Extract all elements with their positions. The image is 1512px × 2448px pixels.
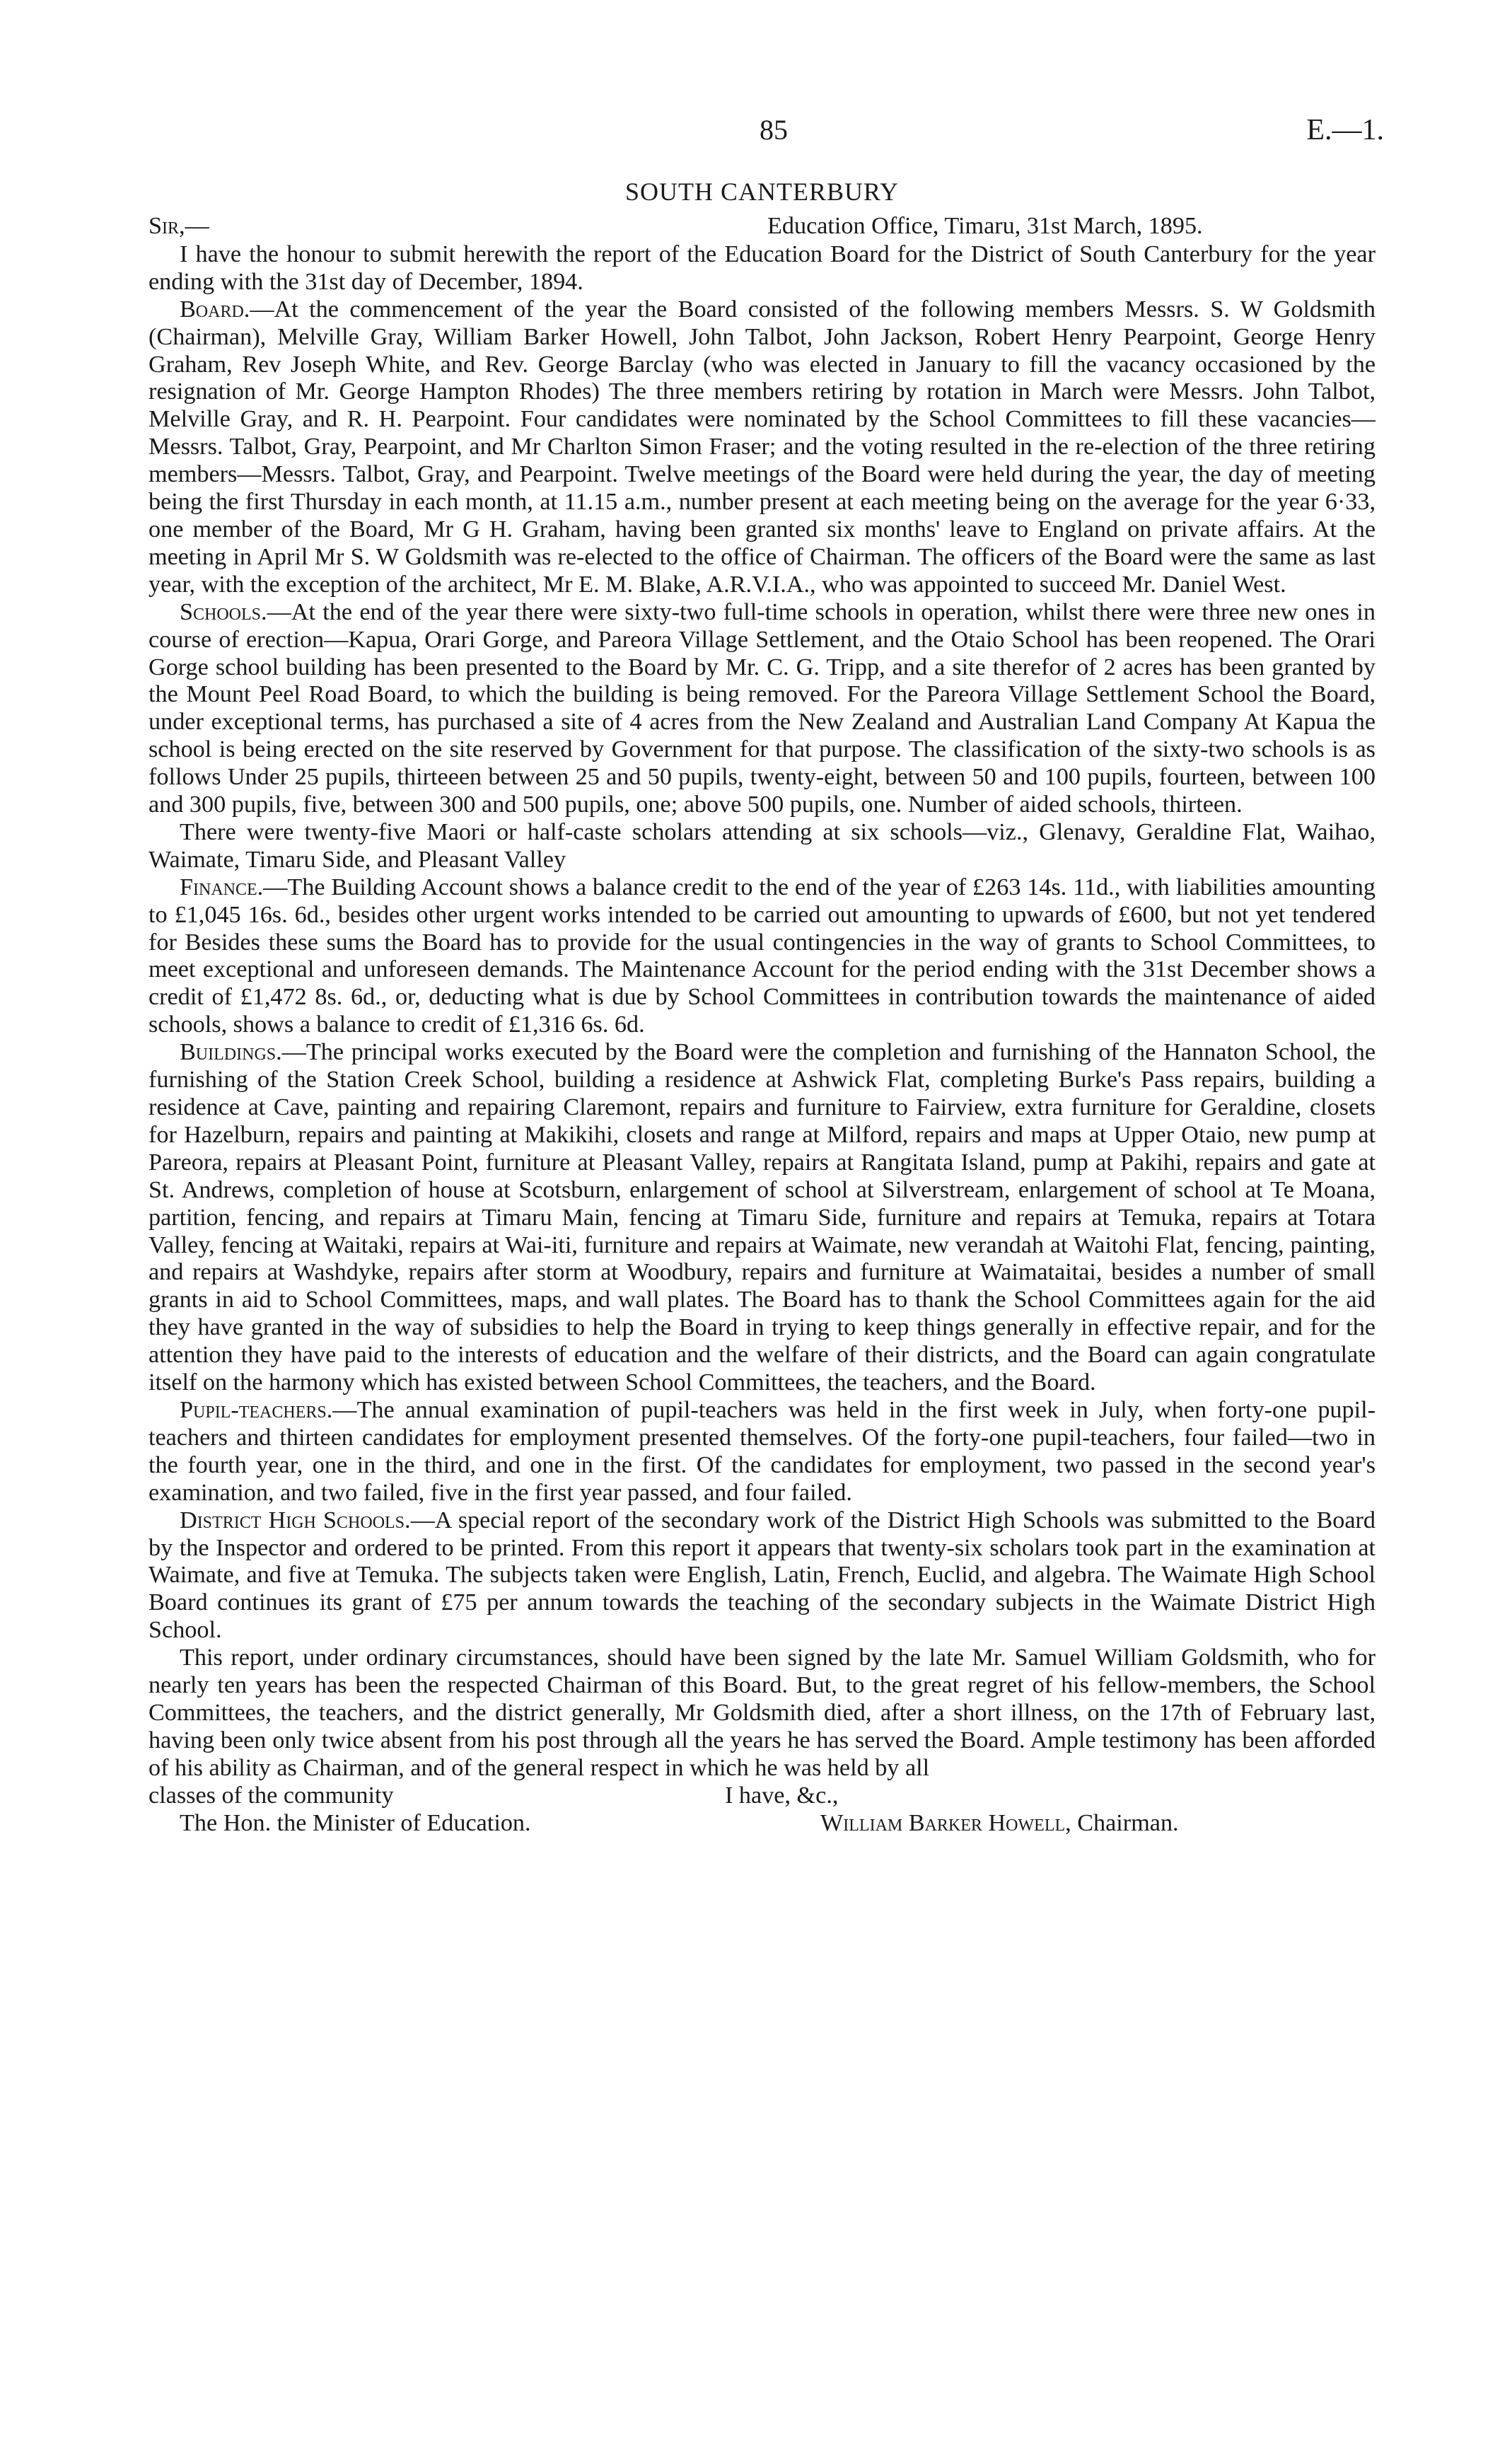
pupil-teachers-paragraph bbox=[149, 1397, 1376, 1507]
signoff-line bbox=[149, 1782, 1376, 1810]
closing-end: classes of the community bbox=[149, 1782, 394, 1809]
salutation-line bbox=[149, 213, 1376, 241]
buildings-paragraph bbox=[149, 1039, 1376, 1397]
pupil-teachers-heading: Pupil-teachers. bbox=[180, 1396, 333, 1423]
addressee: The Hon. the Minister of Education. bbox=[180, 1809, 531, 1836]
signature-line bbox=[149, 1810, 1376, 1838]
district-high-heading: District High Schools. bbox=[180, 1507, 411, 1533]
board-text: —At the commencement of the year the Board consisted of the following members Messrs. S. W Goldsmith (Chairman), Melville Gray, William Barker Howell, John Talbot, John Jackson, Robert Henry Pearpoint, George Henry Graham, Rev Joseph White, and Rev. George Barclay (who was elected in January to fill the vacancy occasioned by the resignation of Mr. George Hampton Rhodes) The three members retiring by rotation in March were Messrs. John Talbot, Melville Gray, and R. H. Pearpoint. Four candidates were nominated by the School Committees to fill these vacancies—Messrs. Talbot, Gray, Pearpoint, and Mr Charlton Simon Fraser; and the voting resulted in the re-election of the three retiring members—Messrs. Talbot, Gray, and Pearpoint. Twelve meetings of the Board were held during the year, the day of meeting being the first Thursday in each month, at 11.15 a.m., number present at each meeting being on the average for the year 6·33, one member of the Board, Mr G H. Graham, having been granted six months' leave to England on private affairs. At the meeting in April Mr S. W Goldsmith was re-elected to the office of Chairman. The officers of the Board were the same as last year, with the exception of the architect, Mr E. M. Blake, A.R.V.I.A., who was appointed to succeed Mr. Daniel West. bbox=[149, 296, 1376, 598]
schools-paragraph bbox=[149, 599, 1376, 819]
finance-paragraph bbox=[149, 874, 1376, 1039]
signatory-title: Chairman. bbox=[1077, 1809, 1179, 1836]
maori-paragraph: There were twenty-five Maori or half-caste scholars attending at six schools—viz., Glenavy, Geraldine Flat, Waihao, Waimate, Timaru Side, and Pleasant Valley bbox=[149, 818, 1376, 873]
report-title: SOUTH CANTERBURY bbox=[624, 178, 900, 206]
buildings-heading: Buildings. bbox=[180, 1039, 282, 1066]
pupil-teachers-text: —The annual examination of pupil-teachers was held in the first week in July, when forty-one pupil-teachers and thirteen candidates for employment presented themselves. Of the forty-one pupil-teachers, four failed—two in the fourth year, one in the third, and one in the first. Of the candidates for employment, two passed in the second year's examination, and two failed, five in the first year passed, and four failed. bbox=[149, 1396, 1376, 1506]
board-paragraph bbox=[149, 296, 1376, 599]
running-head bbox=[0, 113, 1512, 156]
closing-paragraph: This report, under ordinary circumstances, should have been signed by the late Mr. Samuel William Goldsmith, who for nearly ten years has been the respected Chairman of this Board. But, to the great regret of his fellow-members, the School Committees, the teachers, and the district generally, Mr Goldsmith died, after a short illness, on the 17th of February last, having been only twice absent from his post through all the years he has served the Board. Ample testimony has been afforded of his ability as Chairman, and of the general respect in which he was held by all bbox=[149, 1644, 1376, 1781]
signatory bbox=[820, 1810, 1179, 1838]
salutation: Sir,— bbox=[149, 212, 209, 239]
complimentary-close: I have, &c., bbox=[725, 1782, 839, 1809]
page-number: 85 bbox=[760, 114, 788, 146]
buildings-text: —The principal works executed by the Board were the completion and furnishing of the Hannaton School, the furnishing of the Station Creek School, building a residence at Ashwick Flat, completing Burke's Pass repairs, building a residence at Cave, painting and repairing Claremont, repairs and furniture to Fairview, extra furniture for Geraldine, closets for Hazelburn, repairs and painting at Makikihi, closets and range at Milford, repairs and maps at Upper Otaio, new pump at Pareora, repairs at Pleasant Point, furniture at Pleasant Valley, repairs at Rangitata Island, pump at Pakihi, repairs and gate at St. Andrews, completion of house at Scotsburn, enlargement of school at Silverstream, enlargement of school at Te Moana, partition, fencing, and repairs at Timaru Main, fencing at Timaru Side, furniture and repairs at Temuka, repairs at Totara Valley, fencing at Waitaki, repairs at Wai-iti, furniture and repairs at Waimate, new verandah at Waitohi Flat, fencing, painting, and repairs at Washdyke, repairs after storm at Woodbury, repairs and furniture at Waimataitai, besides a number of small grants in aid to School Committees, maps, and wall plates. The Board has to thank the School Committees again for the aid they have granted in the way of subsidies to help the Board in trying to keep things generally in effective repair, and for the attention they have paid to the interests of education and the welfare of their districts, and the Board can again congratulate itself on the harmony which has existed between School Committees, the teachers, and the Board. bbox=[149, 1039, 1376, 1396]
report-body bbox=[149, 178, 1376, 1838]
board-heading: Board. bbox=[180, 296, 250, 323]
district-high-text: —A special report of the secondary work of the District High Schools was submitted to the Board by the Inspector and ordered to be printed. From this report it appears that twenty-six scholars took part in the examination at Waimate, and five at Temuka. The subjects taken were English, Latin, French, Euclid, and algebra. The Waimate High School Board continues its grant of £75 per annum towards the teaching of the secondary subjects in the Waimate District High School. bbox=[149, 1507, 1376, 1644]
schools-heading: Schools. bbox=[180, 598, 267, 625]
district-high-paragraph bbox=[149, 1507, 1376, 1645]
document-reference: E.—1. bbox=[1306, 114, 1384, 146]
dateline: Education Office, Timaru, 31st March, 1895. bbox=[767, 212, 1203, 239]
schools-text: —At the end of the year there were sixty-two full-time schools in operation, whilst there were three new ones in course of erection—Kapua, Orari Gorge, and Pareora Village Settlement, and the Otaio School has been reopened. The Orari Gorge school building has been presented to the Board by Mr. C. G. Tripp, and a site therefor of 2 acres has been granted by the Mount Peel Road Board, to which the building is being removed. For the Pareora Village Settlement School the Board, under exceptional terms, has purchased a site of 4 acres from the New Zealand and Australian Land Company At Kapua the school is being erected on the site reserved by Government for that purpose. The classification of the sixty-two schools is as follows Under 25 pupils, thirteeen between 25 and 50 pupils, twenty-eight, between 50 and 100 pupils, fourteen, between 100 and 300 pupils, five, between 300 and 500 pupils, one; above 500 pupils, one. Number of aided schools, thirteen. bbox=[149, 598, 1376, 818]
signatory-name: William Barker Howell, bbox=[820, 1809, 1071, 1836]
finance-heading: Finance. bbox=[180, 874, 264, 900]
intro-paragraph: I have the honour to submit herewith the report of the Education Board for the District of South Canterbury for the year ending with the 31st day of December, 1894. bbox=[149, 240, 1376, 295]
finance-text: —The Building Account shows a balance credit to the end of the year of £263 14s. 11d., with liabilities amounting to £1,045 16s. 6d., besides other urgent works intended to be carried out amounting to upwards of £600, but not yet tendered for Besides these sums the Board has to provide for the usual contingencies in the way of grants to School Committees, to meet exceptional and unforeseen demands. The Maintenance Account for the period ending with the 31st December shows a credit of £1,472 8s. 6d., or, deducting what is due by School Committees in contribution towards the maintenance of aided schools, shows a balance to credit of £1,316 6s. 6d. bbox=[149, 874, 1376, 1038]
